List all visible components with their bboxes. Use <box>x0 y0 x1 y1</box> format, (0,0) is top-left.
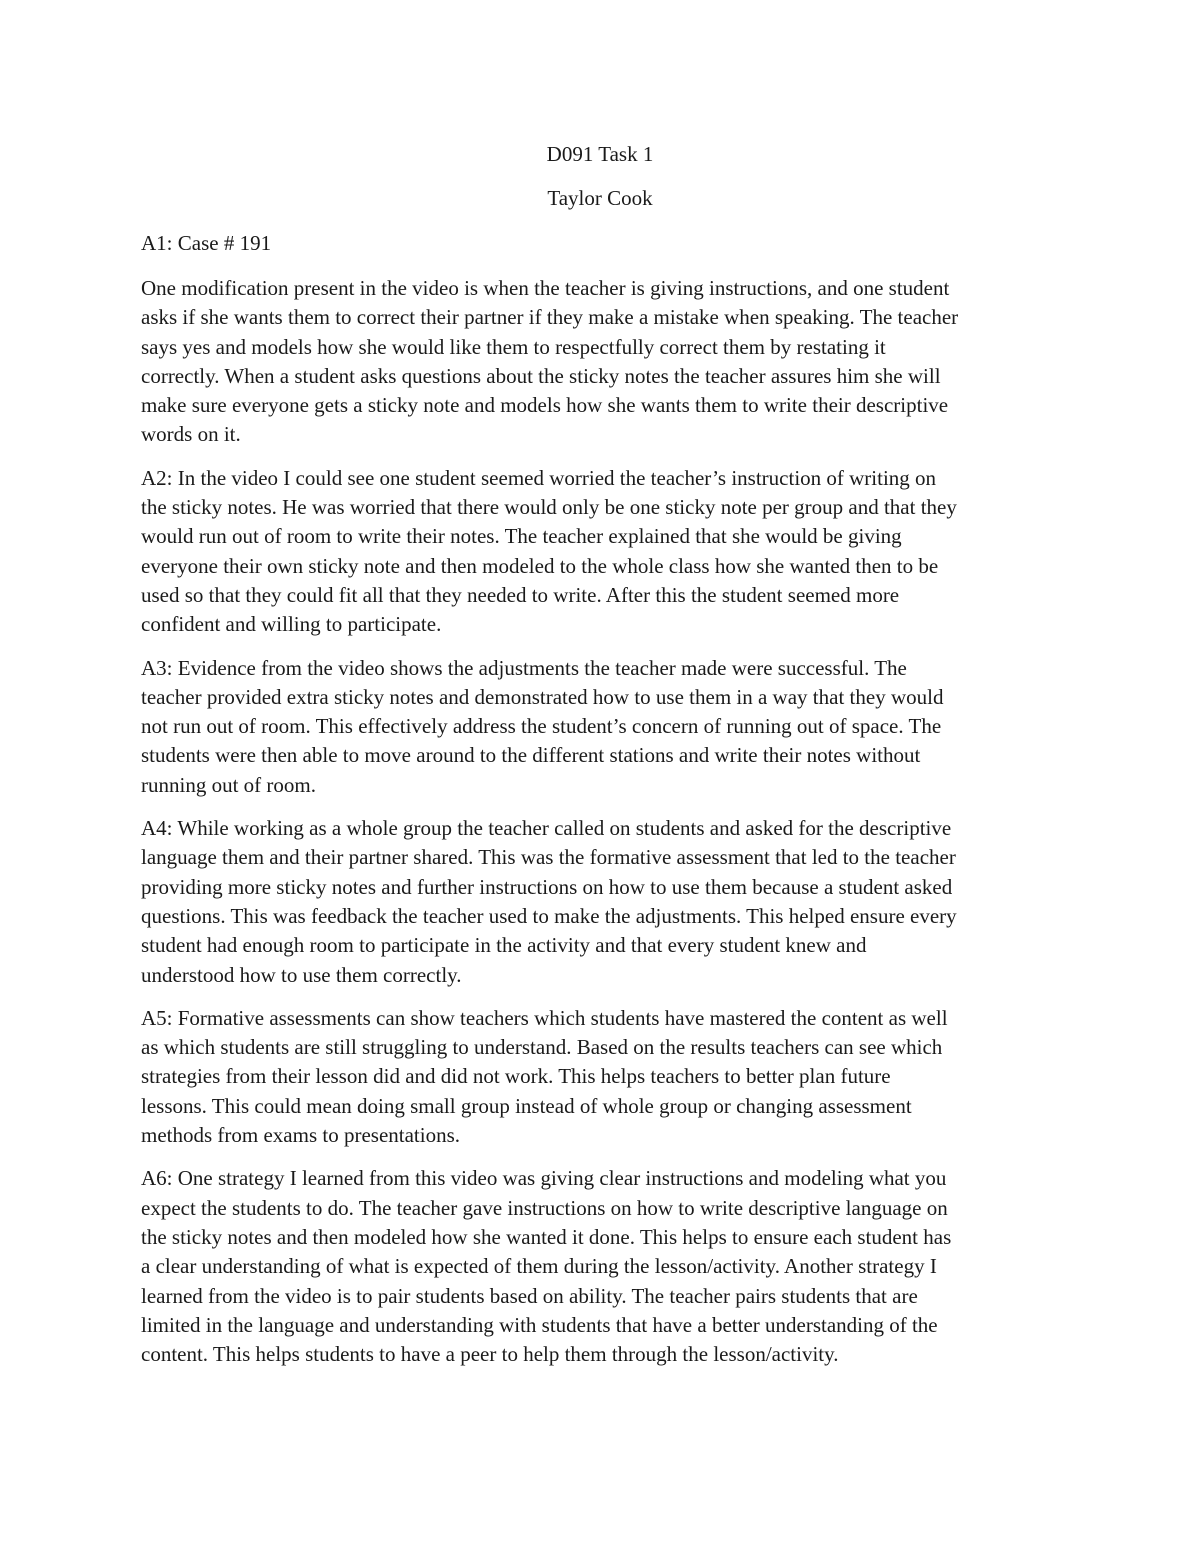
author-name: Taylor Cook <box>547 186 653 210</box>
paragraph-a6: A6: One strategy I learned from this video was giving clear instructions and modeling what you expect the students to do. The teacher gave instructions on how to write descriptive language on the sticky notes and then modeled how she wanted it done. This helps to ensure each student has a clear understanding of what is expected of them during the lesson/activity. Another strategy I learned from the video is to pair students based on ability. The teacher pairs students that are limited in the language and understanding with students that have a better understanding of the content. This helps students to have a peer to help them through the lesson/activity. <box>141 1166 952 1367</box>
paragraph-a2: A2: In the video I could see one student seemed worried the teacher’s instruction of writing on the sticky notes. He was worried that there would only be one sticky note per group and that they would run out of room to write their notes. The teacher explained that she would be giving everyone their own sticky note and then modeled to the whole class how she wanted then to be used so that they could fit all that they needed to write. After this the student seemed more confident and willing to participate. <box>141 465 957 637</box>
document-page <box>141 140 1059 1383</box>
paragraph-a5: A5: Formative assessments can show teachers which students have mastered the content as well as which students are still struggling to understand. Based on the results teachers can see which strategies from their lesson did and did not work. This helps teachers to better plan future lessons. This could mean doing small group instead of whole group or changing assessment methods from exams to presentations. <box>141 1005 948 1148</box>
paragraph-a1: One modification present in the video is when the teacher is giving instructions, and one student asks if she wants them to correct their partner if they make a mistake when speaking. The teacher says yes and models how she would like them to respectfully correct them by restating it correctly. When a student asks questions about the sticky notes the teacher assures him she will make sure everyone gets a sticky note and models how she wants them to write their descriptive words on it. <box>141 276 959 447</box>
case-line: A1: Case # 191 <box>141 231 272 255</box>
paragraph-a4: A4: While working as a whole group the teacher called on students and asked for the descriptive language them and their partner shared. This was the formative assessment that led to the teacher providing more sticky notes and further instructions on how to use them because a student asked questions. This was feedback the teacher used to make the adjustments. This helped ensure every student had enough room to participate in the activity and that every student knew and understood how to use them correctly. <box>141 816 957 987</box>
paragraph-a3: A3: Evidence from the video shows the adjustments the teacher made were successful. The teacher provided extra sticky notes and demonstrated how to use them in a way that they would not run out of room. This effectively address the student’s concern of running out of space. The students were then able to move around to the different stations and write their notes without running out of room. <box>141 655 944 797</box>
document-title: D091 Task 1 <box>546 142 654 166</box>
